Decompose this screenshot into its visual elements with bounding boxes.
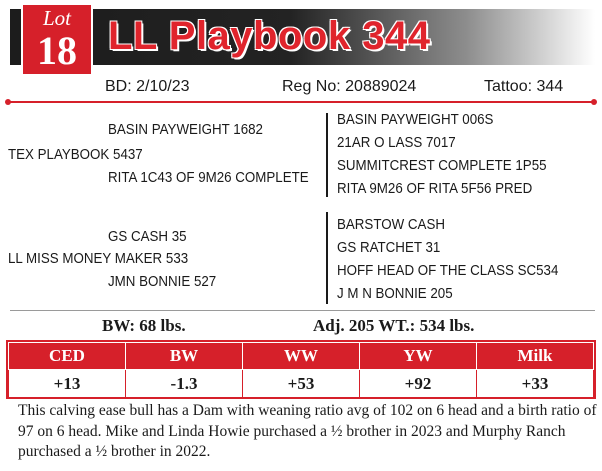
epd-header-ww: WW	[243, 343, 360, 370]
dam: LL MISS MONEY MAKER 533	[8, 251, 189, 267]
divider-dot	[591, 99, 597, 105]
epd-header-ced: CED	[9, 343, 126, 370]
lot-notes	[6, 401, 598, 463]
dam-dam-sire: HOFF HEAD OF THE CLASS SC534	[337, 263, 559, 279]
epd-value-ced: +13	[9, 370, 126, 398]
registration-number: Reg No: 20889024	[282, 78, 417, 95]
tattoo: Tattoo: 344	[484, 78, 564, 95]
note-text: This calving ease bull has a Dam with weaning ratio avg of 102 on 6 head and a birth ratio of 97 on 6 head. Mike and Linda Howie purchased a ½ brother in 2023 and Murphy Ranch purchased a ½ brother in 2022.	[18, 402, 597, 460]
pedigree-bracket	[326, 212, 328, 304]
bullet-icon	[6, 401, 18, 422]
epd-value-ww: +53	[243, 370, 360, 398]
adjusted-weaning-weight: Adj. 205 WT.: 534 lbs.	[313, 316, 475, 335]
epd-header-milk: Milk	[477, 343, 594, 370]
dam-dam-dam: J M N BONNIE 205	[337, 286, 453, 302]
epd-value-yw: +92	[360, 370, 477, 398]
lot-header	[0, 0, 602, 72]
divider	[10, 310, 595, 311]
epd-header-yw: YW	[360, 343, 477, 370]
lot-number: 18	[37, 28, 77, 73]
pedigree-bracket	[326, 113, 328, 197]
epd-header-bw: BW	[126, 343, 243, 370]
sire-dam-dam: RITA 9M26 OF RITA 5F56 PRED	[337, 181, 533, 197]
sire: TEX PLAYBOOK 5437	[8, 147, 143, 163]
divider	[10, 101, 595, 103]
divider-dot	[5, 99, 11, 105]
sire-sire-sire: BASIN PAYWEIGHT 006S	[337, 112, 494, 128]
sire-sire: BASIN PAYWEIGHT 1682	[108, 122, 263, 138]
birth-weight: BW: 68 lbs.	[102, 316, 186, 335]
epd-value-row	[9, 370, 594, 398]
sire-sire-dam: 21AR O LASS 7017	[337, 135, 456, 151]
birth-date: BD: 2/10/23	[105, 78, 190, 95]
sire-dam: RITA 1C43 OF 9M26 COMPLETE	[108, 170, 309, 186]
note-item	[6, 401, 598, 463]
dam-sire: GS CASH 35	[108, 229, 187, 245]
epd-table	[8, 342, 594, 398]
epd-header-row	[9, 343, 594, 370]
dam-sire-sire: BARSTOW CASH	[337, 217, 445, 233]
epd-value-milk: +33	[477, 370, 594, 398]
epd-value-bw: -1.3	[126, 370, 243, 398]
dam-sire-dam: GS RATCHET 31	[337, 240, 441, 256]
lot-label: Lot	[42, 6, 71, 30]
animal-name: LL Playbook 344	[108, 14, 431, 58]
dam-dam: JMN BONNIE 527	[108, 274, 217, 290]
lot-badge	[21, 3, 93, 76]
sire-dam-sire: SUMMITCREST COMPLETE 1P55	[337, 158, 547, 174]
